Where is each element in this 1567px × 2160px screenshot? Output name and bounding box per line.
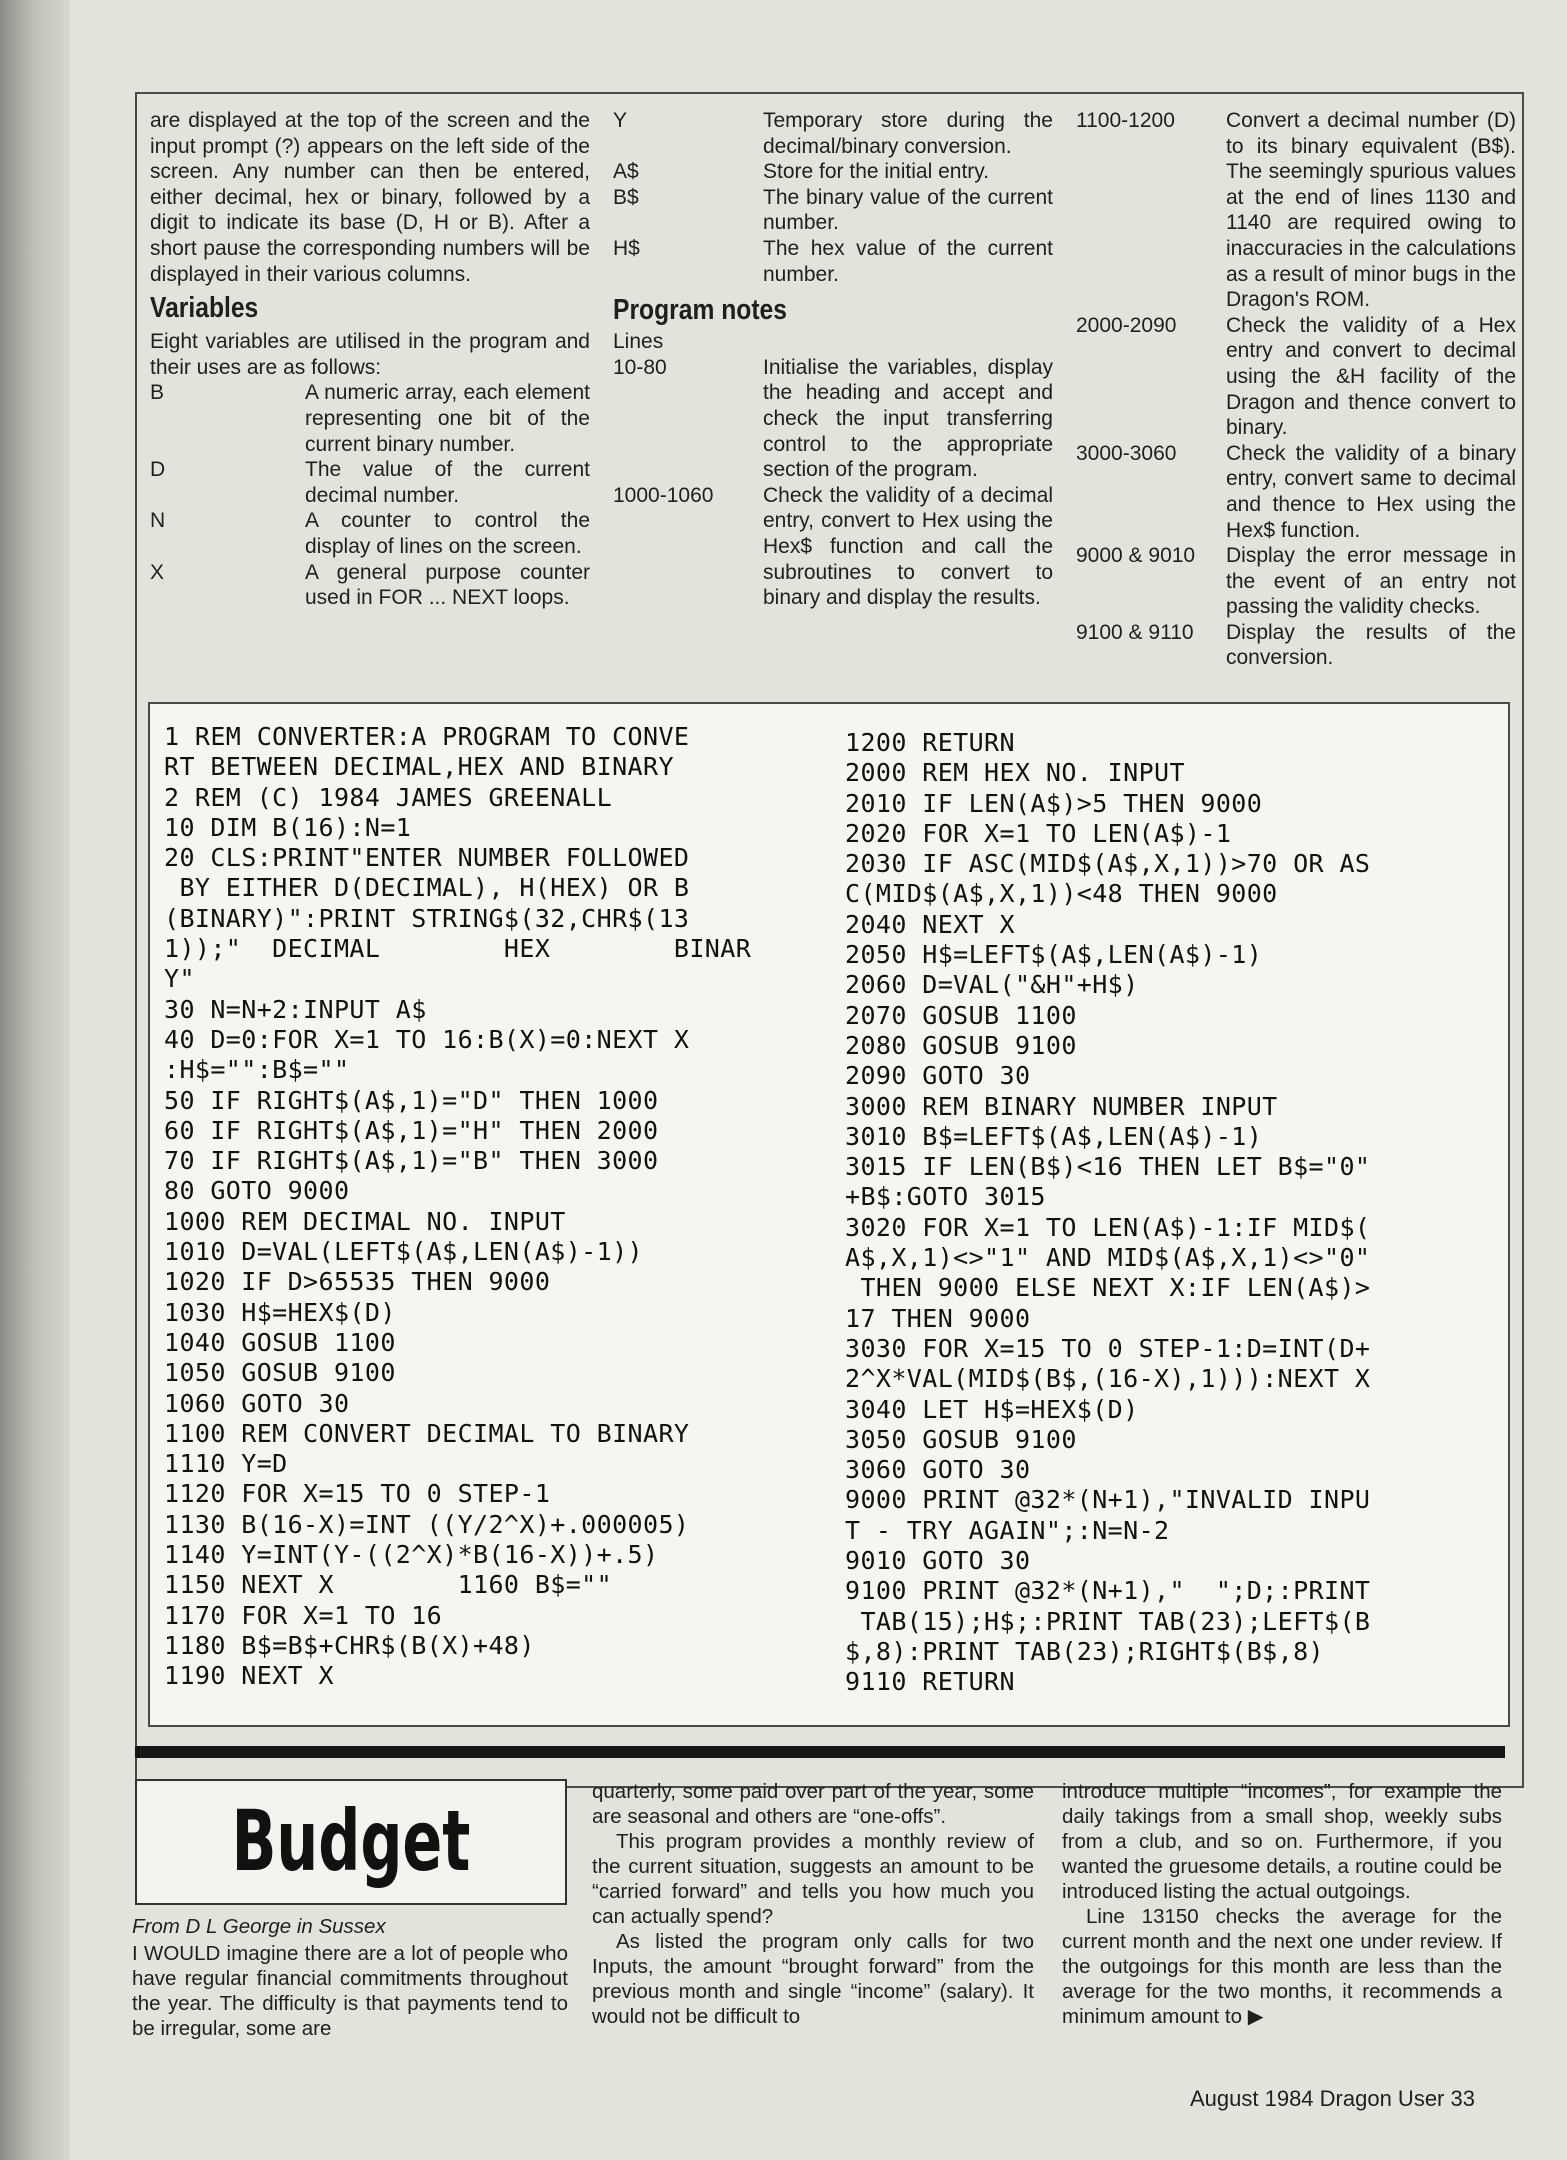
program-note: [1076, 441, 1516, 543]
variable-row: [613, 108, 1053, 159]
variable-desc: The binary value of the current number.: [763, 185, 1053, 235]
note-lines: 3000-3060: [1076, 441, 1177, 465]
note-lines: 9000 & 9010: [1076, 544, 1196, 568]
section-divider: [135, 1746, 1505, 1758]
variable-desc: A numeric array, each element representing one bit of the current binary number.: [305, 381, 590, 456]
variable-desc: A general purpose counter used in FOR ... NEXT loops.: [305, 560, 590, 610]
note-desc: Display the results of the conversion.: [1226, 620, 1516, 670]
program-note: [613, 483, 1053, 611]
program-note: [1076, 313, 1516, 441]
variable-name: B: [150, 381, 165, 405]
program-note: [1076, 543, 1516, 620]
note-desc: Initialise the variables, display the heading and accept and check the input transferring control to the appropriate section of the program.: [763, 355, 1053, 482]
variables-heading: Variables: [150, 292, 259, 325]
program-note: [1076, 620, 1516, 671]
budget-paragraph: introduce multiple “incomes”, for example the daily takings from a small shop, weekly subs from a club, and so on. Furthermore, if you wanted the gruesome details, a routine could be introduced listing the actual outgoings.: [1062, 1780, 1502, 1903]
program-listing-box: [148, 702, 1510, 1727]
note-desc: Convert a decimal number (D) to its binary equivalent (B$). The seemingly spurious values at the end of lines 1130 and 1140 are required owing to inaccuracies in the calculations as a result of minor bugs in the Dragon's ROM.: [1226, 109, 1516, 312]
variables-intro: Eight variables are utilised in the program and their uses are as follows:: [150, 330, 590, 379]
budget-paragraph: As listed the program only calls for two Inputs, the amount “brought forward” from the previous month and single “income” (salary). It would not be difficult to: [592, 1930, 1034, 2028]
variable-desc: Temporary store during the decimal/binary conversion.: [763, 109, 1053, 158]
note-lines: 1000-1060: [613, 483, 714, 507]
budget-title-box: [135, 1779, 567, 1905]
variable-desc: Store for the initial entry.: [763, 160, 990, 184]
listing-right-column: 1200 RETURN 2000 REM HEX NO. INPUT 2010 IF LEN(A$)>5 THEN 9000 2020 FOR X=1 TO LEN(A$)-1 2030 IF ASC(MID$(A$,X,1))>70 OR AS C(MID$(A$,X,1))<48 THEN 9000 2040 NEXT X 2050 H$=LEFT$(A$,LEN(A$)-1) 2060 D=VAL("&H"+H$) 2070 GOSUB 1100 2080 GOSUB 9100 2090 GOTO 30 3000 REM BINARY NUMBER INPUT 3010 B$=LEFT$(A$,LEN(A$)-1) 3015 IF LEN(B$)<16 THEN LET B$="0" +B$:GOTO 3015 3020 FOR X=1 TO LEN(A$)-1:IF MID$( A$,X,1)<>"1" AND MID$(A$,X,1)<>"0" THEN 9000 ELSE NEXT X:IF LEN(A$)> 17 THEN 9000 3030 FOR X=15 TO 0 STEP-1:D=INT(D+ 2^X*VAL(MID$(B$,(16-X),1))):NEXT X 3040 LET H$=HEX$(D) 3050 GOSUB 9100 3060 GOTO 30 9000 PRINT @32*(N+1),"INVALID INPU T - TRY AGAIN";:N=N-2 9010 GOTO 30 9100 PRINT @32*(N+1)," ";D;:PRINT TAB(15);H$;:PRINT TAB(23);LEFT$(B $,8):PRINT TAB(23);RIGHT$(B$,8) 9110 RETURN: [845, 728, 1371, 1697]
variable-row: [150, 380, 590, 457]
program-note: [1076, 108, 1516, 313]
variable-name: A$: [613, 160, 639, 184]
variable-row: [150, 508, 590, 559]
variable-row: [613, 159, 1053, 185]
note-lines: 1100-1200: [1076, 109, 1175, 132]
budget-paragraph: This program provides a monthly review of the current situation, suggests an amount to be “carried forward” and tells you how much you can actually spend?: [592, 1830, 1034, 1928]
program-notes-heading: Program notes: [613, 294, 787, 327]
program-note: [613, 355, 1053, 483]
note-lines: 2000-2090: [1076, 313, 1177, 337]
variable-name: X: [150, 560, 165, 584]
variable-name: D: [150, 458, 166, 482]
budget-title: Budget: [231, 1792, 471, 1890]
lines-label: Lines: [613, 330, 664, 354]
note-lines: 10-80: [613, 355, 667, 379]
intro-paragraph: are displayed at the top of the screen and the input prompt (?) appears on the left side of the screen. Any number can then be entered, either decimal, hex or binary, followed by a digit to indicate its base (D, H or B). After a short pause the corresponding numbers will be displayed in their various columns.: [150, 109, 590, 286]
variable-name: H$: [613, 236, 640, 260]
variable-row: [150, 457, 590, 508]
note-desc: Display the error message in the event of an entry not passing the validity checks.: [1226, 544, 1516, 619]
column-2: [613, 108, 1053, 611]
variable-name: Y: [613, 109, 628, 132]
budget-column-1: [132, 1914, 568, 2041]
note-lines: 9100 & 9110: [1076, 620, 1194, 644]
variable-row: [150, 560, 590, 611]
page-footer: August 1984 Dragon User 33: [1190, 2086, 1475, 2111]
budget-paragraph: I WOULD imagine there are a lot of people who have regular financial commitments throughout the year. The difficulty is that payments tend to be irregular, some are: [132, 1942, 568, 2040]
variable-name: B$: [613, 185, 639, 209]
note-desc: Check the validity of a binary entry, convert same to decimal and thence to Hex using the Hex$ function.: [1226, 441, 1516, 542]
note-desc: Check the validity of a Hex entry and convert to decimal using the &H facility of the Dragon and thence convert to binary.: [1226, 313, 1516, 440]
variable-name: N: [150, 509, 166, 533]
budget-paragraph: quarterly, some paid over part of the year, some are seasonal and others are “one-offs”.: [592, 1780, 1034, 1828]
note-desc: Check the validity of a decimal entry, convert to Hex using the Hex$ function and call the subroutines to convert to binary and display the results.: [763, 483, 1053, 610]
byline: From D L George in Sussex: [132, 1915, 386, 1938]
variable-desc: The hex value of the current number.: [763, 236, 1053, 286]
variable-row: [613, 236, 1053, 287]
budget-column-2: [592, 1779, 1034, 2029]
variable-row: [613, 185, 1053, 236]
book-spine-shadow: [0, 0, 70, 2160]
variable-desc: The value of the current decimal number.: [305, 458, 590, 507]
budget-paragraph: Line 13150 checks the average for the current month and the next one under review. If the outgoings for this month are less than the average for the two months, it recommends a minimum amount to ▶: [1062, 1905, 1502, 2028]
listing-left-column: 1 REM CONVERTER:A PROGRAM TO CONVE RT BETWEEN DECIMAL,HEX AND BINARY 2 REM (C) 1984 JAMES GREENALL 10 DIM B(16):N=1 20 CLS:PRINT"ENTER NUMBER FOLLOWED BY EITHER D(DECIMAL), H(HEX) OR B (BINARY)":PRINT STRING$(32,CHR$(13 1));" DECIMAL HEX BINAR Y" 30 N=N+2:INPUT A$ 40 D=0:FOR X=1 TO 16:B(X)=0:NEXT X :H$="":B$="" 50 IF RIGHT$(A$,1)="D" THEN 1000 60 IF RIGHT$(A$,1)="H" THEN 2000 70 IF RIGHT$(A$,1)="B" THEN 3000 80 GOTO 9000 1000 REM DECIMAL NO. INPUT 1010 D=VAL(LEFT$(A$,LEN(A$)-1)) 1020 IF D>65535 THEN 9000 1030 H$=HEX$(D) 1040 GOSUB 1100 1050 GOSUB 9100 1060 GOTO 30 1100 REM CONVERT DECIMAL TO BINARY 1110 Y=D 1120 FOR X=15 TO 0 STEP-1 1130 B(16-X)=INT ((Y/2^X)+.000005) 1140 Y=INT(Y-((2^X)*B(16-X))+.5) 1150 NEXT X 1160 B$="" 1170 FOR X=1 TO 16 1180 B$=B$+CHR$(B(X)+48) 1190 NEXT X: [164, 722, 752, 1691]
column-1: [150, 108, 590, 611]
variable-desc: A counter to control the display of lines on the screen.: [305, 509, 590, 558]
budget-column-3: [1062, 1779, 1502, 2029]
column-3: [1076, 108, 1516, 671]
